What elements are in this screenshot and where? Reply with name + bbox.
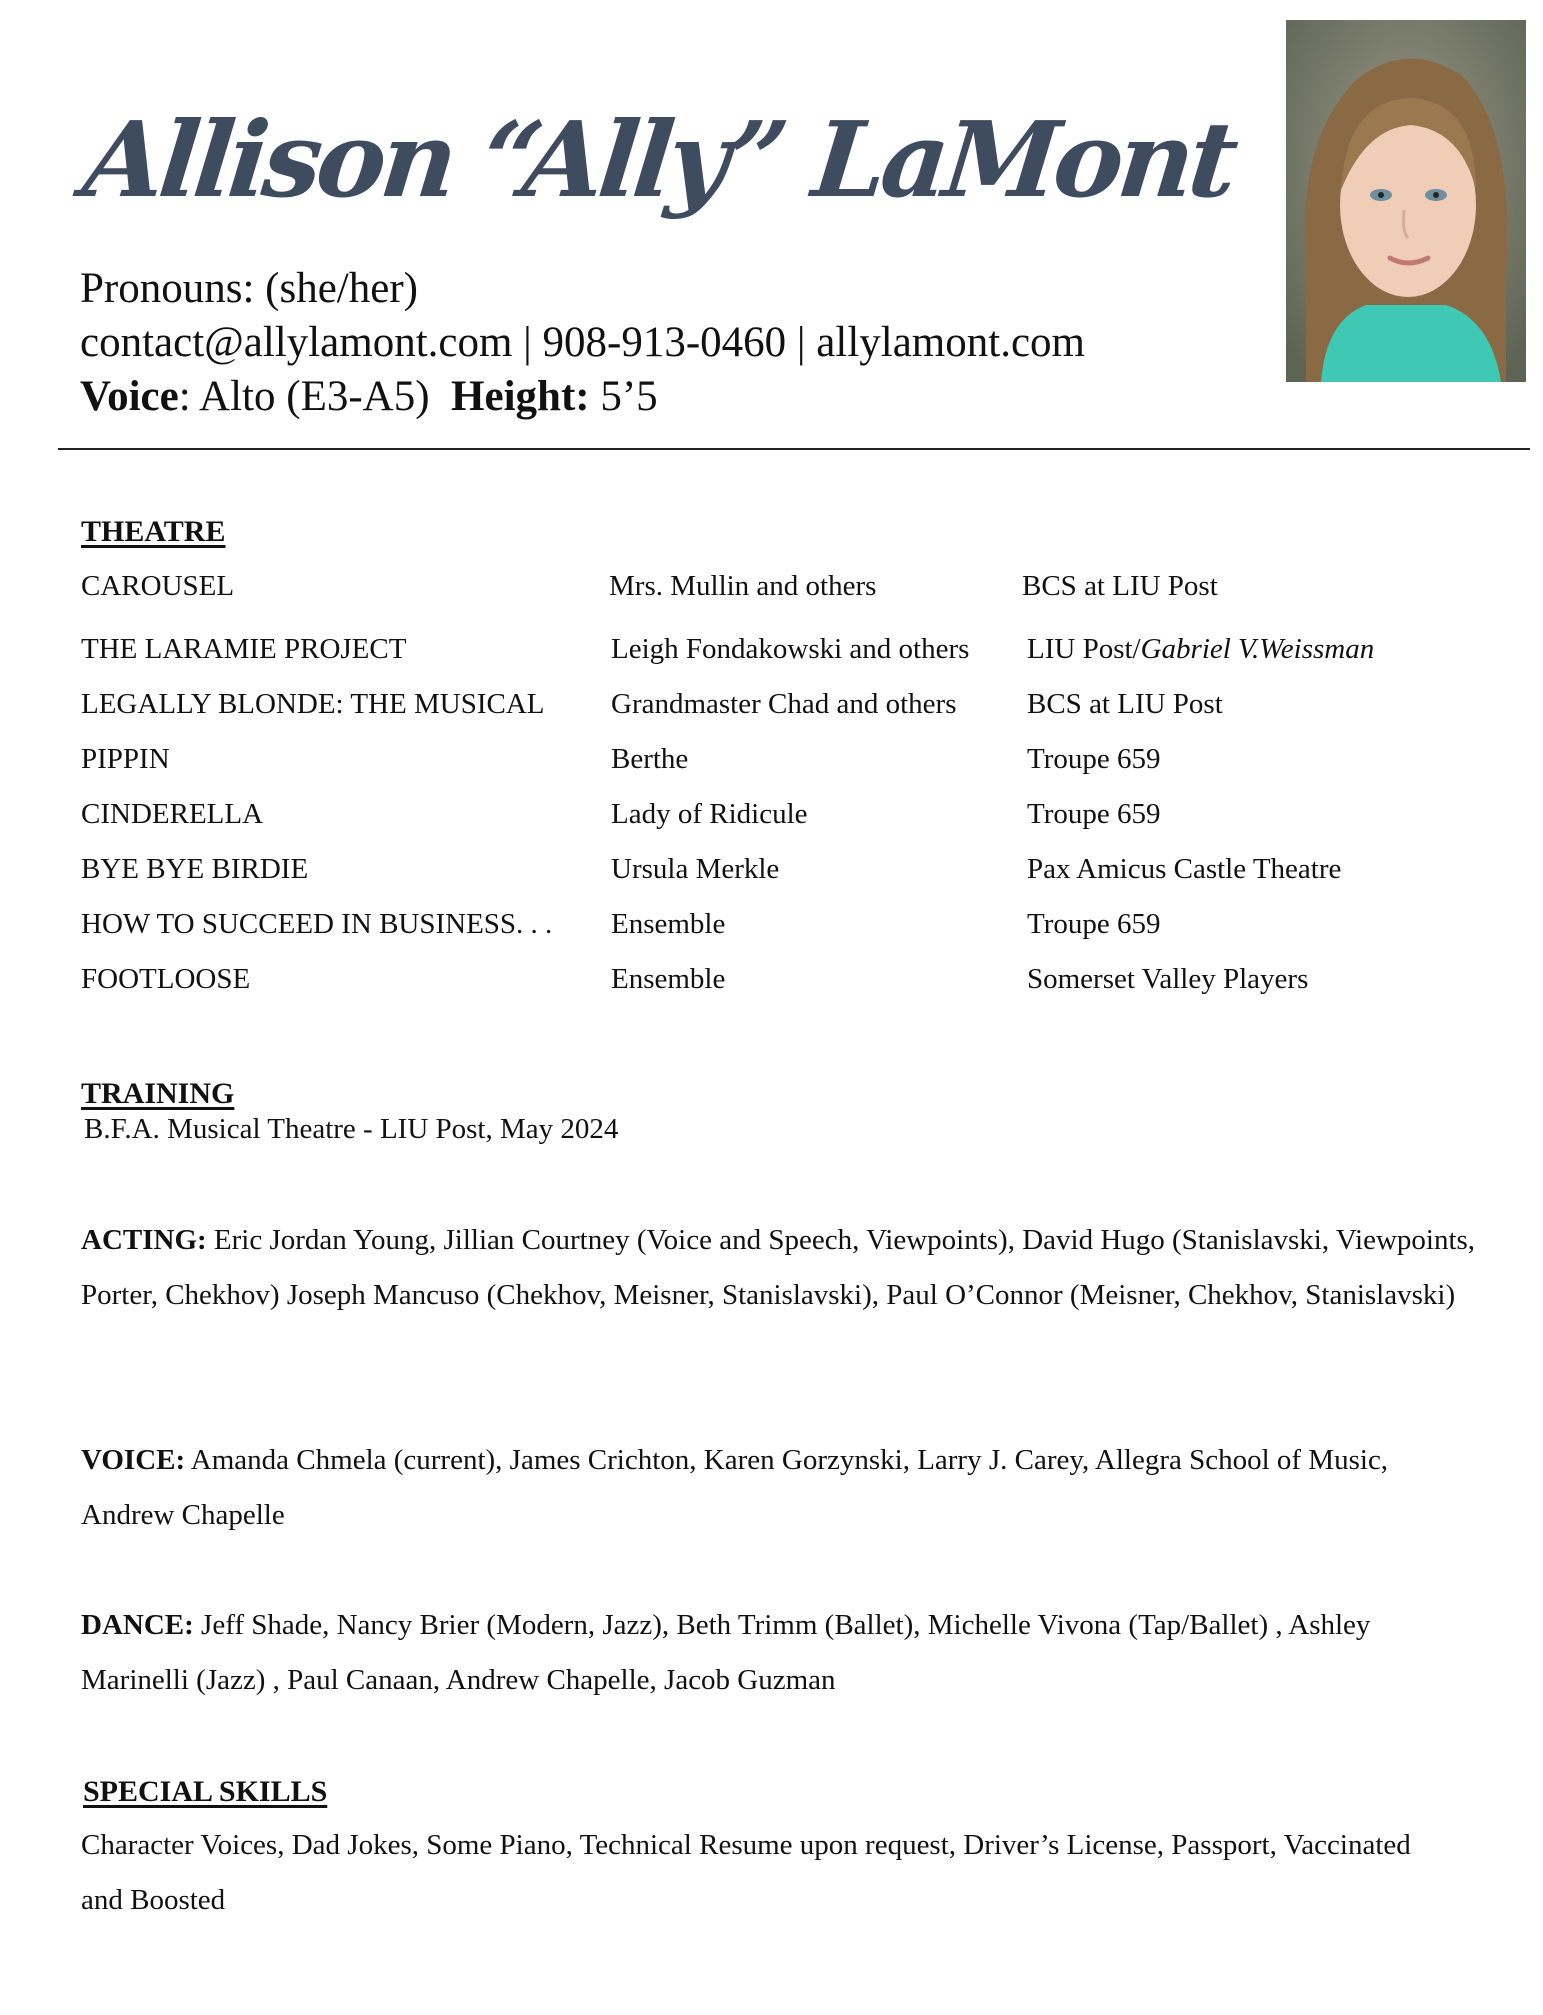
credit-show: FOOTLOOSE [81, 963, 251, 995]
voice-value: : Alto (E3-A5) [178, 373, 430, 420]
credit-venue [1027, 633, 1374, 666]
credit-role: Ensemble [611, 908, 726, 940]
credit-show: PIPPIN [81, 743, 170, 775]
credit-venue: Somerset Valley Players [1027, 963, 1309, 995]
theatre-heading: THEATRE [81, 515, 226, 548]
height-value: 5’5 [600, 373, 658, 420]
credit-role: Leigh Fondakowski and others [611, 633, 970, 665]
dance-text: Jeff Shade, Nancy Brier (Modern, Jazz), Beth Trimm (Ballet), Michelle Vivona (Tap/Ballet) , Ashley Marinelli (Jazz) , Paul Canaan, Andrew Chapelle, Jacob Guzman [81, 1609, 1371, 1696]
credit-venue: BCS at LIU Post [1027, 688, 1223, 720]
credit-role: Ensemble [611, 963, 726, 995]
credit-row [0, 908, 1543, 948]
training-heading: TRAINING [81, 1077, 235, 1110]
credit-role: Mrs. Mullin and others [609, 570, 877, 602]
credit-row [0, 743, 1543, 783]
special-skills-heading: SPECIAL SKILLS [83, 1775, 328, 1808]
credit-role: Lady of Ridicule [611, 798, 808, 830]
credit-role: Ursula Merkle [611, 853, 780, 885]
resume-name: Allison “Ally” LaMont [78, 98, 1240, 221]
credit-row [0, 963, 1543, 1003]
voice-training-text: Amanda Chmela (current), James Crichton, Karen Gorzynski, Larry J. Carey, Allegra School of Music, Andrew Chapelle [81, 1444, 1389, 1531]
height-label: Height: [451, 373, 590, 420]
headshot-photo [1286, 20, 1526, 382]
contact-line[interactable]: contact@allylamont.com | 908-913-0460 | allylamont.com [80, 319, 1085, 366]
voice-height-line [80, 372, 658, 421]
degree-line: B.F.A. Musical Theatre - LIU Post, May 2024 [84, 1113, 619, 1145]
dance-label: DANCE: [81, 1609, 194, 1641]
credit-role: Berthe [611, 743, 689, 775]
credit-venue: Pax Amicus Castle Theatre [1027, 853, 1342, 885]
credit-row [0, 688, 1543, 728]
credit-row [0, 798, 1543, 838]
credit-director: Gabriel V.Weissman [1140, 633, 1375, 665]
acting-label: ACTING: [81, 1224, 207, 1256]
credit-venue: Troupe 659 [1027, 798, 1161, 830]
credit-show: BYE BYE BIRDIE [81, 853, 309, 885]
credit-venue: BCS at LIU Post [1022, 570, 1218, 602]
credit-row [0, 853, 1543, 893]
credit-show: THE LARAMIE PROJECT [81, 633, 407, 665]
voice-paragraph [81, 1433, 1481, 1543]
credit-role: Grandmaster Chad and others [611, 688, 957, 720]
pronouns-line: Pronouns: (she/her) [80, 265, 418, 312]
header-divider [58, 448, 1530, 450]
credit-row [0, 633, 1543, 673]
credit-row [0, 570, 1543, 610]
special-skills-text: Character Voices, Dad Jokes, Some Piano, Technical Resume upon request, Driver’s License, Passport, Vaccinated and Boosted [81, 1829, 1411, 1916]
credit-venue-name: LIU Post/ [1027, 633, 1141, 665]
credit-venue: Troupe 659 [1027, 743, 1161, 775]
credit-venue: Troupe 659 [1027, 908, 1161, 940]
dance-paragraph [81, 1598, 1481, 1708]
acting-paragraph [81, 1213, 1481, 1323]
voice-training-label: VOICE: [81, 1444, 186, 1476]
acting-text: Eric Jordan Young, Jillian Courtney (Voice and Speech, Viewpoints), David Hugo (Stanislavski, Viewpoints, Porter, Chekhov) Joseph Mancuso (Chekhov, Meisner, Stanislavski), Paul O’Connor (Meisner, Chekhov, Stanislavski) [81, 1224, 1476, 1311]
credit-show: CAROUSEL [81, 570, 235, 602]
credit-show: CINDERELLA [81, 798, 264, 830]
voice-label: Voice [80, 373, 179, 420]
credit-show: LEGALLY BLONDE: THE MUSICAL [81, 688, 545, 720]
credit-show: HOW TO SUCCEED IN BUSINESS. . . [81, 908, 553, 940]
